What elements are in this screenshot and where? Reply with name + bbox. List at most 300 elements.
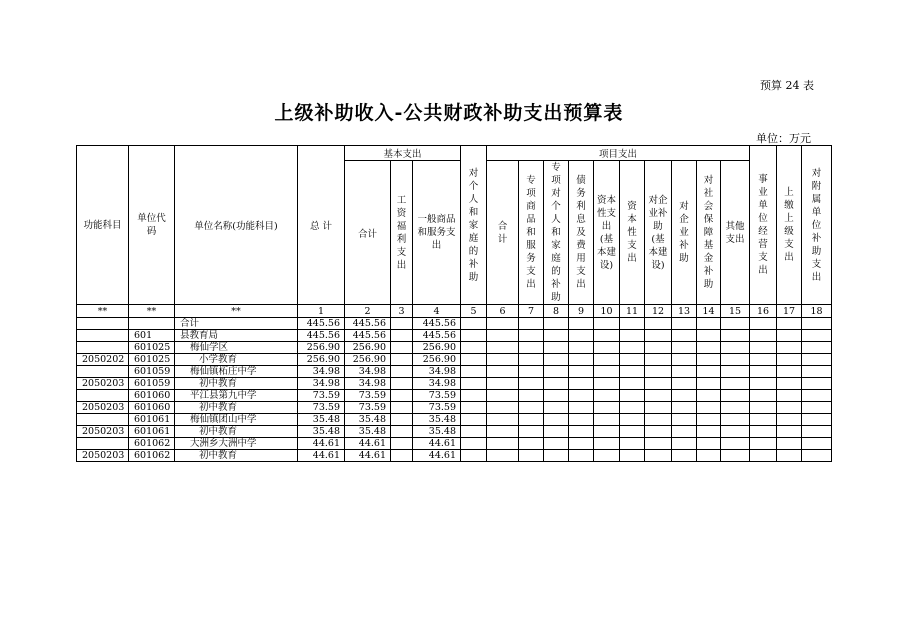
empty-cell [697,354,721,366]
empty-cell [697,342,721,354]
total-cell: 35.48 [298,426,345,438]
basic-subtotal-cell: 44.61 [345,438,391,450]
empty-cell [721,342,750,354]
wages-cell [391,342,413,354]
column-index-cell: 10 [594,305,620,318]
unit-name-cell: 平江县第九中学 [175,390,298,402]
empty-cell [461,342,487,354]
empty-cell [777,426,802,438]
unit-code-cell: 601025 [129,342,175,354]
column-index-cell: 8 [544,305,569,318]
empty-cell [777,438,802,450]
empty-cell [594,390,620,402]
unit-name-cell: 大洲乡大洲中学 [175,438,298,450]
basic-subtotal-cell: 73.59 [345,402,391,414]
empty-cell [721,414,750,426]
header-enterprise: 对企业补助 [672,161,697,305]
basic-subtotal-cell: 34.98 [345,378,391,390]
empty-cell [461,366,487,378]
table-row [77,378,832,390]
empty-cell [569,414,594,426]
column-index-cell: 5 [461,305,487,318]
table-row [77,426,832,438]
func-code-cell [77,330,129,342]
goods-cell: 73.59 [413,402,461,414]
total-cell: 44.61 [298,438,345,450]
empty-cell [569,402,594,414]
unit-code-cell [129,318,175,330]
goods-cell: 35.48 [413,426,461,438]
empty-cell [802,318,832,330]
header-individual: 对个人和家庭的补助 [461,146,487,305]
empty-cell [519,378,544,390]
empty-cell [750,450,777,462]
empty-cell [645,426,672,438]
empty-cell [544,342,569,354]
empty-cell [594,366,620,378]
empty-cell [544,330,569,342]
empty-cell [594,426,620,438]
empty-cell [750,438,777,450]
empty-cell [569,330,594,342]
empty-cell [519,414,544,426]
empty-cell [620,342,645,354]
unit-code-cell: 601062 [129,438,175,450]
empty-cell [750,366,777,378]
empty-cell [487,426,519,438]
column-index-cell: 16 [750,305,777,318]
empty-cell [645,342,672,354]
empty-cell [777,318,802,330]
empty-cell [519,426,544,438]
empty-cell [569,366,594,378]
basic-subtotal-cell: 35.48 [345,426,391,438]
empty-cell [802,330,832,342]
column-index-row [77,305,832,318]
empty-cell [519,402,544,414]
goods-cell: 44.61 [413,450,461,462]
empty-cell [802,378,832,390]
total-cell: 256.90 [298,354,345,366]
total-cell: 73.59 [298,402,345,414]
empty-cell [620,414,645,426]
empty-cell [750,426,777,438]
basic-subtotal-cell: 34.98 [345,366,391,378]
empty-cell [721,402,750,414]
basic-subtotal-cell: 256.90 [345,354,391,366]
empty-cell [544,414,569,426]
wages-cell [391,438,413,450]
empty-cell [672,390,697,402]
empty-cell [721,366,750,378]
empty-cell [802,450,832,462]
table-row [77,342,832,354]
wages-cell [391,378,413,390]
empty-cell [620,366,645,378]
total-cell: 256.90 [298,342,345,354]
func-code-cell [77,414,129,426]
empty-cell [777,450,802,462]
empty-cell [721,318,750,330]
empty-cell [519,390,544,402]
empty-cell [461,318,487,330]
empty-cell [487,450,519,462]
total-cell: 445.56 [298,318,345,330]
empty-cell [802,366,832,378]
wages-cell [391,402,413,414]
empty-cell [487,342,519,354]
empty-cell [645,354,672,366]
header-business: 事业单位经营支出 [750,146,777,305]
empty-cell [645,366,672,378]
empty-cell [802,426,832,438]
empty-cell [544,438,569,450]
empty-cell [645,318,672,330]
func-code-cell [77,318,129,330]
table-row [77,390,832,402]
empty-cell [750,318,777,330]
empty-cell [697,366,721,378]
empty-cell [544,318,569,330]
basic-subtotal-cell: 445.56 [345,330,391,342]
column-index-cell: ** [129,305,175,318]
empty-cell [645,450,672,462]
empty-cell [519,450,544,462]
empty-cell [594,318,620,330]
empty-cell [519,438,544,450]
header-project: 项目支出 [487,146,750,161]
header-unit-name: 单位名称(功能科目) [175,146,298,305]
empty-cell [544,378,569,390]
total-cell: 44.61 [298,450,345,462]
empty-cell [620,426,645,438]
empty-cell [594,438,620,450]
empty-cell [721,438,750,450]
unit-name-cell: 初中教育 [175,450,298,462]
empty-cell [544,450,569,462]
empty-cell [777,354,802,366]
empty-cell [569,354,594,366]
goods-cell: 35.48 [413,414,461,426]
empty-cell [645,390,672,402]
unit-name-cell: 合计 [175,318,298,330]
empty-cell [697,402,721,414]
empty-cell [569,450,594,462]
func-code-cell [77,438,129,450]
column-index-cell: 18 [802,305,832,318]
empty-cell [802,402,832,414]
empty-cell [544,390,569,402]
empty-cell [721,426,750,438]
empty-cell [672,318,697,330]
empty-cell [672,438,697,450]
wages-cell [391,330,413,342]
empty-cell [620,402,645,414]
table-row [77,318,832,330]
basic-subtotal-cell: 256.90 [345,342,391,354]
table-row [77,354,832,366]
unit-code-cell: 601062 [129,450,175,462]
empty-cell [750,330,777,342]
column-index-cell: 3 [391,305,413,318]
column-index-cell: 2 [345,305,391,318]
basic-subtotal-cell: 44.61 [345,450,391,462]
wages-cell [391,318,413,330]
empty-cell [777,378,802,390]
empty-cell [461,354,487,366]
goods-cell: 256.90 [413,342,461,354]
empty-cell [544,426,569,438]
unit-code-cell: 601060 [129,390,175,402]
empty-cell [594,378,620,390]
header-capital-construction: 资本性支出(基本建设) [594,161,620,305]
empty-cell [721,354,750,366]
empty-cell [569,318,594,330]
goods-cell: 34.98 [413,366,461,378]
header-func-code: 功能科目 [77,146,129,305]
empty-cell [461,390,487,402]
empty-cell [519,354,544,366]
column-index-cell: ** [175,305,298,318]
empty-cell [721,390,750,402]
empty-cell [802,342,832,354]
goods-cell: 445.56 [413,330,461,342]
empty-cell [519,366,544,378]
empty-cell [750,414,777,426]
empty-cell [594,402,620,414]
basic-subtotal-cell: 35.48 [345,414,391,426]
empty-cell [672,402,697,414]
func-code-cell [77,366,129,378]
empty-cell [569,438,594,450]
header-basic-subtotal: 合计 [345,161,391,305]
empty-cell [461,402,487,414]
table-row [77,366,832,378]
empty-cell [620,438,645,450]
header-upper: 上缴上级支出 [777,146,802,305]
empty-cell [750,378,777,390]
total-cell: 34.98 [298,378,345,390]
func-code-cell: 2050202 [77,354,129,366]
empty-cell [487,414,519,426]
empty-cell [487,354,519,366]
column-index-cell: 11 [620,305,645,318]
empty-cell [672,414,697,426]
func-code-cell: 2050203 [77,450,129,462]
unit-name-cell: 初中教育 [175,402,298,414]
header-proj-subtotal: 合计 [487,161,519,305]
empty-cell [802,438,832,450]
empty-cell [645,414,672,426]
empty-cell [672,366,697,378]
unit-code-cell: 601059 [129,378,175,390]
empty-cell [697,450,721,462]
wages-cell [391,426,413,438]
empty-cell [777,330,802,342]
empty-cell [750,402,777,414]
empty-cell [672,342,697,354]
column-index-cell: ** [77,305,129,318]
empty-cell [544,366,569,378]
empty-cell [750,354,777,366]
unit-label: 单位：万元 [756,132,811,145]
empty-cell [802,390,832,402]
empty-cell [721,450,750,462]
empty-cell [697,438,721,450]
empty-cell [594,342,620,354]
empty-cell [672,378,697,390]
empty-cell [697,426,721,438]
empty-cell [645,438,672,450]
empty-cell [544,402,569,414]
empty-cell [487,390,519,402]
table-row [77,414,832,426]
column-index-cell: 9 [569,305,594,318]
header-total: 总 计 [298,146,345,305]
header-special-goods: 专项商品和服务支出 [519,161,544,305]
empty-cell [594,354,620,366]
empty-cell [569,342,594,354]
empty-cell [569,390,594,402]
empty-cell [697,390,721,402]
empty-cell [519,342,544,354]
empty-cell [777,390,802,402]
total-cell: 34.98 [298,366,345,378]
total-cell: 445.56 [298,330,345,342]
empty-cell [672,450,697,462]
unit-name-cell: 梅仙学区 [175,342,298,354]
func-code-cell [77,390,129,402]
wages-cell [391,450,413,462]
column-index-cell: 1 [298,305,345,318]
goods-cell: 34.98 [413,378,461,390]
column-index-cell: 4 [413,305,461,318]
column-index-cell: 14 [697,305,721,318]
column-index-cell: 17 [777,305,802,318]
empty-cell [777,366,802,378]
empty-cell [697,378,721,390]
unit-code-cell: 601061 [129,414,175,426]
empty-cell [461,330,487,342]
empty-cell [777,414,802,426]
empty-cell [620,450,645,462]
column-index-cell: 12 [645,305,672,318]
empty-cell [544,354,569,366]
func-code-cell [77,342,129,354]
total-cell: 35.48 [298,414,345,426]
header-other: 其他支出 [721,161,750,305]
budget-table [76,145,832,462]
empty-cell [461,450,487,462]
empty-cell [487,330,519,342]
header-special-individual: 专项对个人和家庭的补助 [544,161,569,305]
empty-cell [620,354,645,366]
header-unit-code: 单位代码 [129,146,175,305]
empty-cell [672,426,697,438]
unit-name-cell: 初中教育 [175,426,298,438]
func-code-cell: 2050203 [77,402,129,414]
empty-cell [750,390,777,402]
unit-name-cell: 小学教育 [175,354,298,366]
basic-subtotal-cell: 445.56 [345,318,391,330]
empty-cell [487,318,519,330]
goods-cell: 445.56 [413,318,461,330]
empty-cell [697,318,721,330]
empty-cell [594,330,620,342]
unit-name-cell: 梅仙镇团山中学 [175,414,298,426]
header-affiliate: 对附属单位补助支出 [802,146,832,305]
unit-code-cell: 601025 [129,354,175,366]
empty-cell [721,330,750,342]
table-row [77,438,832,450]
form-code: 预算 24 表 [760,79,814,92]
empty-cell [461,438,487,450]
header-basic: 基本支出 [345,146,461,161]
wages-cell [391,414,413,426]
empty-cell [777,342,802,354]
table-row [77,402,832,414]
unit-code-cell: 601 [129,330,175,342]
empty-cell [802,414,832,426]
empty-cell [697,330,721,342]
empty-cell [802,354,832,366]
goods-cell: 256.90 [413,354,461,366]
page-title: 上级补助收入-公共财政补助支出预算表 [274,102,624,124]
table-row [77,450,832,462]
empty-cell [519,318,544,330]
total-cell: 73.59 [298,390,345,402]
empty-cell [594,414,620,426]
unit-name-cell: 初中教育 [175,378,298,390]
func-code-cell: 2050203 [77,378,129,390]
empty-cell [721,378,750,390]
empty-cell [569,426,594,438]
wages-cell [391,354,413,366]
column-index-cell: 13 [672,305,697,318]
column-index-cell: 7 [519,305,544,318]
empty-cell [777,402,802,414]
header-debt: 债务利息及费用支出 [569,161,594,305]
goods-cell: 73.59 [413,390,461,402]
empty-cell [569,378,594,390]
empty-cell [645,402,672,414]
unit-name-cell: 县教育局 [175,330,298,342]
table-row [77,330,832,342]
empty-cell [487,366,519,378]
empty-cell [620,378,645,390]
header-capital: 资本性支出 [620,161,645,305]
empty-cell [620,390,645,402]
empty-cell [487,378,519,390]
unit-name-cell: 梅仙镇柘庄中学 [175,366,298,378]
header-goods: 一般商品和服务支出 [413,161,461,305]
unit-code-cell: 601061 [129,426,175,438]
header-wages: 工资福利支出 [391,161,413,305]
empty-cell [672,330,697,342]
func-code-cell: 2050203 [77,426,129,438]
unit-code-cell: 601059 [129,366,175,378]
empty-cell [487,402,519,414]
empty-cell [620,318,645,330]
empty-cell [461,414,487,426]
column-index-cell: 6 [487,305,519,318]
header-social: 对社会保障基金补助 [697,161,721,305]
header-enterprise-construction: 对企业补助(基本建设) [645,161,672,305]
unit-code-cell: 601060 [129,402,175,414]
empty-cell [645,378,672,390]
empty-cell [594,450,620,462]
column-index-cell: 15 [721,305,750,318]
